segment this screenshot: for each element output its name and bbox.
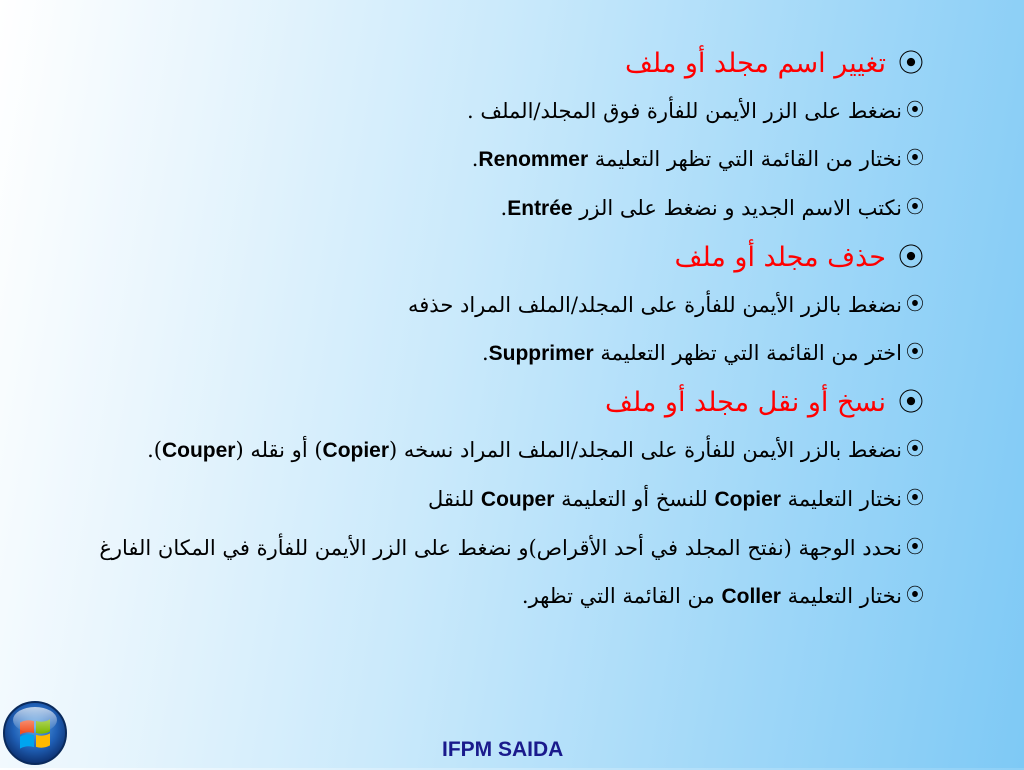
command-name: Couper — [480, 488, 555, 511]
footer-label: IFPM SAIDA — [442, 738, 564, 761]
item-text: للنسخ أو التعليمة — [554, 487, 715, 511]
item-text: نختار التعليمة — [780, 487, 902, 511]
list-item — [84, 577, 924, 616]
command-name: Coller — [721, 585, 781, 608]
list-item — [84, 92, 924, 130]
item-text: اختر من القائمة التي تظهر التعليمة — [593, 341, 902, 365]
command-name: Supprimer — [488, 342, 594, 365]
circle-dot-bullet-icon: ⦿ — [897, 388, 924, 418]
circle-dot-bullet-icon: ⦿ — [906, 342, 924, 363]
command-name: Copier — [714, 488, 781, 511]
item-text: نضغط بالزر الأيمن للفأرة على المجلد/الملف المراد حذفه — [408, 293, 902, 317]
item-text: نختار من القائمة التي تظهر التعليمة — [588, 147, 902, 171]
item-text: من القائمة التي تظهر. — [521, 584, 722, 608]
circle-dot-bullet-icon: ⦿ — [906, 439, 924, 460]
list-item — [84, 334, 924, 373]
heading-text: تغيير اسم مجلد أو ملف — [624, 48, 886, 79]
circle-dot-bullet-icon: ⦿ — [897, 49, 924, 79]
item-text: ). — [147, 438, 162, 462]
item-text: نكتب الاسم الجديد و نضغط على الزر — [572, 196, 902, 220]
command-name: Entrée — [507, 197, 573, 220]
item-text: . — [500, 196, 508, 220]
circle-dot-bullet-icon: ⦿ — [906, 100, 924, 121]
list-item — [84, 431, 924, 470]
command-name: Couper — [161, 439, 236, 462]
item-text: نضغط على الزر الأيمن للفأرة فوق المجلد/الملف . — [467, 99, 902, 123]
item-text: . — [471, 147, 479, 171]
list-item — [84, 286, 924, 324]
circle-dot-bullet-icon: ⦿ — [897, 243, 924, 273]
list-item — [84, 140, 924, 179]
circle-dot-bullet-icon: ⦿ — [906, 197, 924, 218]
section-heading-delete — [84, 238, 924, 278]
circle-dot-bullet-icon: ⦿ — [906, 585, 924, 606]
slide-content — [84, 44, 924, 626]
item-text: ) أو نقله ( — [235, 438, 323, 462]
circle-dot-bullet-icon: ⦿ — [906, 148, 924, 169]
command-name: Renommer — [478, 148, 589, 171]
heading-text: حذف مجلد أو ملف — [674, 242, 886, 273]
section-heading-rename — [84, 44, 924, 84]
circle-dot-bullet-icon: ⦿ — [906, 294, 924, 315]
list-item — [84, 189, 924, 228]
command-name: Copier — [322, 439, 390, 462]
section-heading-copy-move — [84, 383, 924, 423]
item-text: نحدد الوجهة (نفتح المجلد في أحد الأقراص)و نضغط على الزر الأيمن للفأرة في المكان الفارغ — [99, 536, 902, 560]
circle-dot-bullet-icon: ⦿ — [906, 488, 924, 509]
heading-text: نسخ أو نقل مجلد أو ملف — [605, 387, 886, 418]
list-item — [84, 480, 924, 519]
item-text: نضغط بالزر الأيمن للفأرة على المجلد/الملف المراد نسخه ( — [389, 438, 902, 462]
item-text: . — [481, 341, 489, 365]
windows-logo-icon[interactable] — [2, 700, 68, 766]
item-text: للنقل — [428, 487, 481, 511]
circle-dot-bullet-icon: ⦿ — [906, 537, 924, 558]
item-text: نختار التعليمة — [780, 584, 902, 608]
list-item — [84, 529, 924, 567]
